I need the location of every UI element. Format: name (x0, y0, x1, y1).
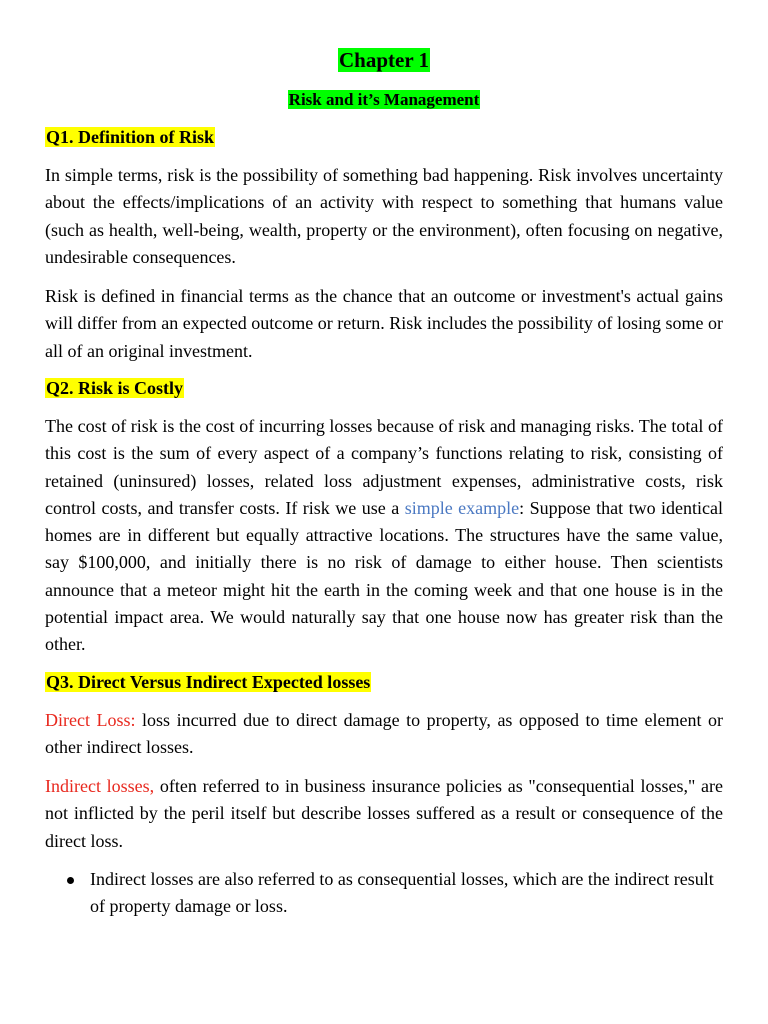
q2-heading-text: Q2. Risk is Costly (46, 378, 184, 398)
q2-paragraph-text-start: The cost of risk is the cost of incurring losses because of risk and managing risks. The total of this cost is the sum of every aspect of a company’s functions relating to risk, consisting of retained (uninsured) losses, related loss adjustment expenses, administrative costs, risk control costs, and transfer costs. If risk we use a (45, 416, 723, 518)
chapter-subtitle-row (45, 89, 723, 111)
indirect-loss-bullet-list (45, 866, 723, 921)
q1-heading-text: Q1. Definition of Risk (46, 127, 215, 147)
chapter-title-row (45, 46, 723, 74)
chapter-subtitle: Risk and it’s Management (288, 90, 480, 109)
chapter-title: Chapter 1 (338, 48, 430, 72)
list-item (45, 866, 723, 921)
q1-paragraph-1: In simple terms, risk is the possibility of something bad happening. Risk involves uncertainty about the effects/implications of an activity with respect to something that humans value (such as health, well-being, wealth, property or the environment), often focusing on negative, undesirable consequences. (45, 165, 723, 267)
direct-loss-paragraph (45, 707, 723, 762)
indirect-loss-definition: often referred to in business insurance policies as "consequential losses," are not inflicted by the peril itself but describe losses suffered as a result or consequence of the direct loss. (45, 776, 723, 851)
simple-example-link[interactable]: simple example (404, 497, 520, 518)
q2-paragraph-text-end: : Suppose that two identical homes are in different but equally attractive locations. The structures have the same value, say $100,000, and initially there is no risk of damage to either house. Then scientists announce that a meteor might hit the earth in the coming week and that one house is in the potential impact area. We would naturally say that one house now has greater risk than the other. (45, 497, 724, 655)
direct-loss-term: Direct Loss: (45, 710, 136, 730)
q2-paragraph (45, 413, 723, 659)
q3-heading-text: Q3. Direct Versus Indirect Expected losses (46, 672, 371, 692)
bullet-text: Indirect losses are also referred to as consequential losses, which are the indirect result of property damage or loss. (90, 869, 714, 917)
indirect-loss-term: Indirect losses, (45, 776, 155, 796)
q2-heading (45, 376, 184, 400)
indirect-loss-paragraph (45, 773, 723, 855)
bullet-dot-icon (67, 877, 74, 884)
q1-paragraph-2: Risk is defined in financial terms as the chance that an outcome or investment's actual gains will differ from an expected outcome or return. Risk includes the possibility of losing some or all of an original investment. (45, 286, 723, 361)
direct-loss-definition: loss incurred due to direct damage to property, as opposed to time element or other indirect losses. (45, 710, 724, 758)
q1-heading (45, 125, 215, 149)
q3-heading (45, 670, 371, 694)
